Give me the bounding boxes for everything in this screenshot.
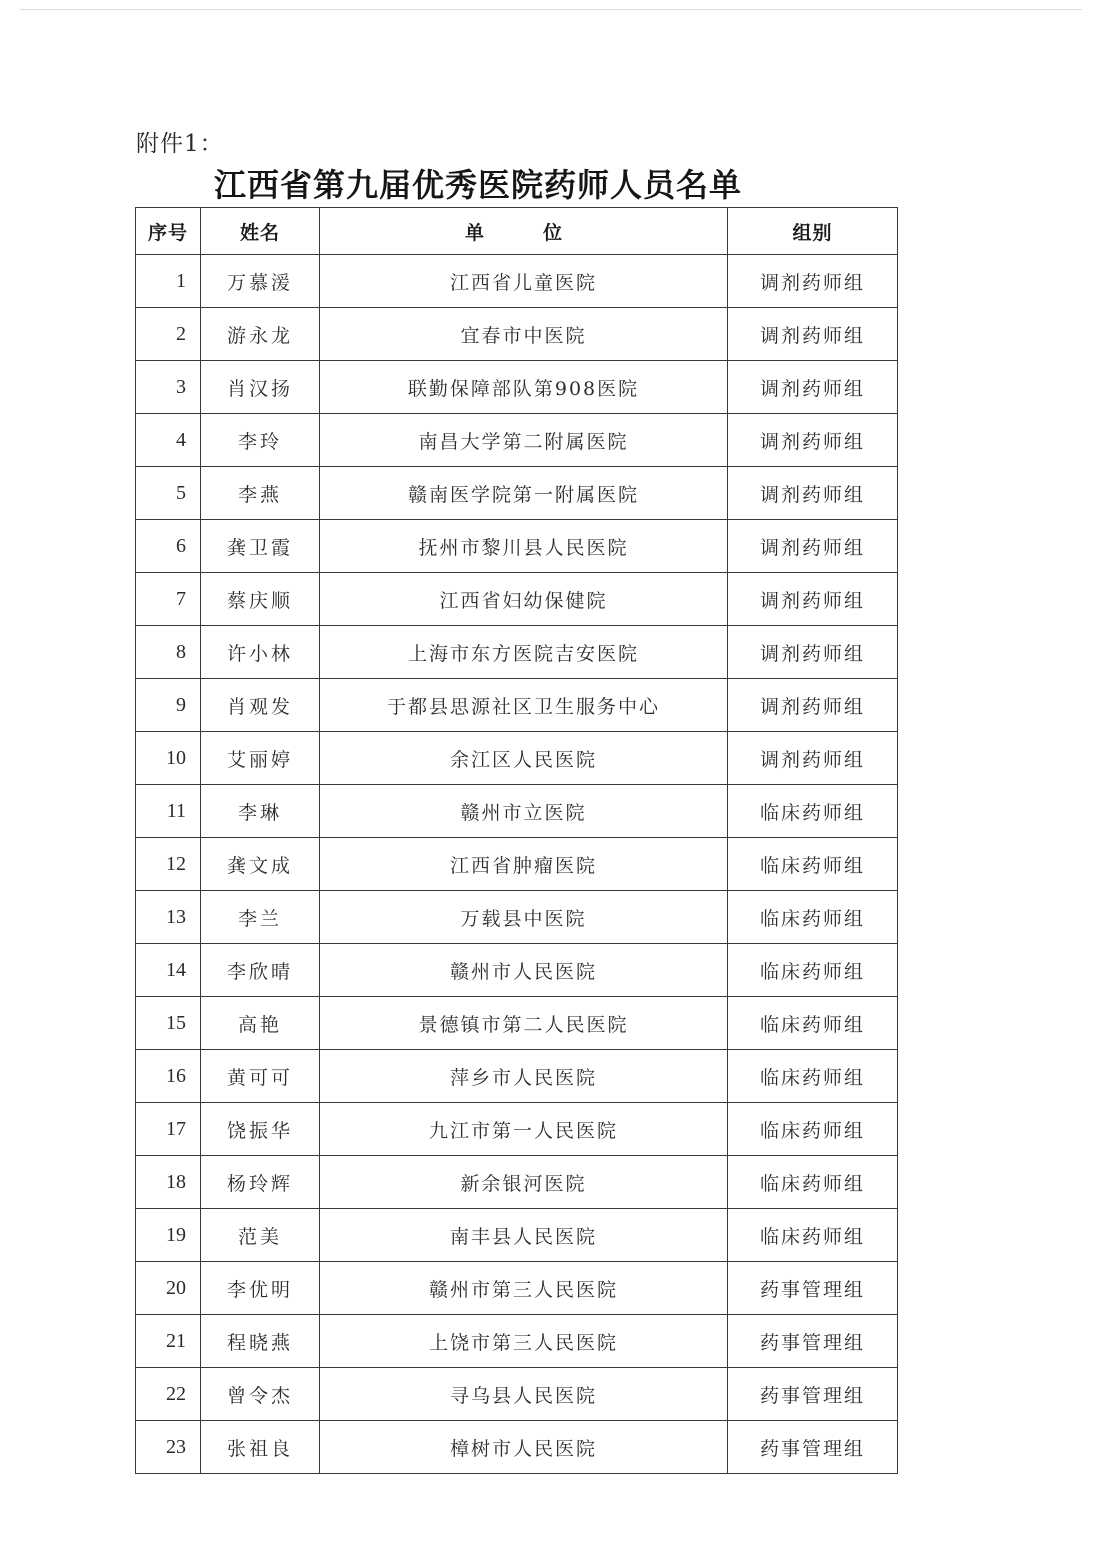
table-row: [136, 467, 898, 520]
table-row: [136, 1368, 898, 1421]
row-hospital-unit: 江西省妇幼保健院: [320, 573, 728, 626]
row-serial-number: 4: [136, 414, 201, 467]
row-serial-number: 18: [136, 1156, 201, 1209]
row-hospital-unit: 万载县中医院: [320, 891, 728, 944]
row-pharmacist-name: 范美: [201, 1209, 320, 1262]
row-hospital-unit: 南丰县人民医院: [320, 1209, 728, 1262]
row-group: 临床药师组: [728, 838, 898, 891]
row-hospital-unit: 赣州市第三人民医院: [320, 1262, 728, 1315]
row-group: 临床药师组: [728, 891, 898, 944]
row-group: 调剂药师组: [728, 414, 898, 467]
row-pharmacist-name: 龚文成: [201, 838, 320, 891]
row-group: 调剂药师组: [728, 679, 898, 732]
row-serial-number: 1: [136, 255, 201, 308]
header-unit-label: 单 位: [464, 221, 582, 244]
row-group: 临床药师组: [728, 1103, 898, 1156]
table-row: [136, 361, 898, 414]
table-row: [136, 573, 898, 626]
row-serial-number: 20: [136, 1262, 201, 1315]
row-group: 调剂药师组: [728, 361, 898, 414]
row-pharmacist-name: 李琳: [201, 785, 320, 838]
row-serial-number: 7: [136, 573, 201, 626]
table-row: [136, 997, 898, 1050]
row-hospital-unit: 赣州市人民医院: [320, 944, 728, 997]
table-row: [136, 891, 898, 944]
row-serial-number: 9: [136, 679, 201, 732]
row-hospital-unit: 寻乌县人民医院: [320, 1368, 728, 1421]
row-serial-number: 19: [136, 1209, 201, 1262]
row-group: 调剂药师组: [728, 520, 898, 573]
row-group: 调剂药师组: [728, 308, 898, 361]
row-hospital-unit: 余江区人民医院: [320, 732, 728, 785]
table-row: [136, 1156, 898, 1209]
row-pharmacist-name: 艾丽婷: [201, 732, 320, 785]
row-group: 调剂药师组: [728, 626, 898, 679]
row-hospital-unit: 新余银河医院: [320, 1156, 728, 1209]
row-hospital-unit: 上饶市第三人民医院: [320, 1315, 728, 1368]
row-hospital-unit: 江西省儿童医院: [320, 255, 728, 308]
row-hospital-unit: 上海市东方医院吉安医院: [320, 626, 728, 679]
row-hospital-unit: 联勤保障部队第908医院: [320, 361, 728, 414]
row-group: 临床药师组: [728, 997, 898, 1050]
row-hospital-unit: 于都县思源社区卫生服务中心: [320, 679, 728, 732]
row-serial-number: 17: [136, 1103, 201, 1156]
row-serial-number: 23: [136, 1421, 201, 1474]
row-hospital-unit: 赣州市立医院: [320, 785, 728, 838]
row-pharmacist-name: 李欣晴: [201, 944, 320, 997]
row-hospital-unit: 江西省肿瘤医院: [320, 838, 728, 891]
table-row: [136, 1209, 898, 1262]
row-group: 药事管理组: [728, 1315, 898, 1368]
row-serial-number: 6: [136, 520, 201, 573]
row-group: 临床药师组: [728, 1209, 898, 1262]
table-header: [136, 208, 898, 255]
table-row: [136, 414, 898, 467]
row-group: 调剂药师组: [728, 467, 898, 520]
table-row: [136, 1315, 898, 1368]
attachment-label: 附件1：: [136, 131, 224, 157]
row-group: 临床药师组: [728, 944, 898, 997]
row-pharmacist-name: 李兰: [201, 891, 320, 944]
row-group: 药事管理组: [728, 1421, 898, 1474]
table-row: [136, 308, 898, 361]
table-row: [136, 520, 898, 573]
row-serial-number: 12: [136, 838, 201, 891]
header-name: 姓名: [201, 208, 320, 255]
row-pharmacist-name: 高艳: [201, 997, 320, 1050]
row-pharmacist-name: 张祖良: [201, 1421, 320, 1474]
row-pharmacist-name: 黄可可: [201, 1050, 320, 1103]
row-pharmacist-name: 万慕湲: [201, 255, 320, 308]
row-serial-number: 15: [136, 997, 201, 1050]
row-pharmacist-name: 蔡庆顺: [201, 573, 320, 626]
row-group: 临床药师组: [728, 1050, 898, 1103]
row-group: 调剂药师组: [728, 732, 898, 785]
row-group: 药事管理组: [728, 1262, 898, 1315]
row-group: 药事管理组: [728, 1368, 898, 1421]
row-pharmacist-name: 肖汉扬: [201, 361, 320, 414]
row-hospital-unit: 赣南医学院第一附属医院: [320, 467, 728, 520]
row-serial-number: 11: [136, 785, 201, 838]
row-serial-number: 8: [136, 626, 201, 679]
document-title: 江西省第九届优秀医院药师人员名单: [214, 166, 743, 204]
pharmacist-roster-table: [135, 207, 898, 1474]
header-group: 组别: [728, 208, 898, 255]
row-serial-number: 22: [136, 1368, 201, 1421]
row-hospital-unit: 樟树市人民医院: [320, 1421, 728, 1474]
row-pharmacist-name: 程晓燕: [201, 1315, 320, 1368]
row-group: 调剂药师组: [728, 255, 898, 308]
row-hospital-unit: 宜春市中医院: [320, 308, 728, 361]
row-hospital-unit: 南昌大学第二附属医院: [320, 414, 728, 467]
row-serial-number: 2: [136, 308, 201, 361]
row-group: 调剂药师组: [728, 573, 898, 626]
row-pharmacist-name: 饶振华: [201, 1103, 320, 1156]
header-serial-number: 序号: [136, 208, 201, 255]
row-group: 临床药师组: [728, 1156, 898, 1209]
table-row: [136, 1050, 898, 1103]
row-pharmacist-name: 龚卫霞: [201, 520, 320, 573]
row-hospital-unit: 抚州市黎川县人民医院: [320, 520, 728, 573]
row-serial-number: 3: [136, 361, 201, 414]
row-pharmacist-name: 许小林: [201, 626, 320, 679]
row-serial-number: 13: [136, 891, 201, 944]
table-row: [136, 1421, 898, 1474]
row-pharmacist-name: 李燕: [201, 467, 320, 520]
row-pharmacist-name: 肖观发: [201, 679, 320, 732]
row-pharmacist-name: 杨玲辉: [201, 1156, 320, 1209]
table-row: [136, 679, 898, 732]
table-body: [136, 255, 898, 1474]
row-serial-number: 16: [136, 1050, 201, 1103]
row-serial-number: 14: [136, 944, 201, 997]
table-row: [136, 1103, 898, 1156]
table-row: [136, 255, 898, 308]
row-pharmacist-name: 游永龙: [201, 308, 320, 361]
table-row: [136, 732, 898, 785]
row-pharmacist-name: 李优明: [201, 1262, 320, 1315]
header-row: [136, 208, 898, 255]
row-serial-number: 5: [136, 467, 201, 520]
table-row: [136, 785, 898, 838]
row-pharmacist-name: 李玲: [201, 414, 320, 467]
table-row: [136, 944, 898, 997]
row-serial-number: 21: [136, 1315, 201, 1368]
row-pharmacist-name: 曾令杰: [201, 1368, 320, 1421]
row-serial-number: 10: [136, 732, 201, 785]
scan-top-edge-line: [20, 9, 1082, 10]
row-hospital-unit: 九江市第一人民医院: [320, 1103, 728, 1156]
table-row: [136, 626, 898, 679]
row-hospital-unit: 景德镇市第二人民医院: [320, 997, 728, 1050]
row-group: 临床药师组: [728, 785, 898, 838]
table-row: [136, 838, 898, 891]
table-row: [136, 1262, 898, 1315]
row-hospital-unit: 萍乡市人民医院: [320, 1050, 728, 1103]
header-unit: [320, 208, 728, 255]
